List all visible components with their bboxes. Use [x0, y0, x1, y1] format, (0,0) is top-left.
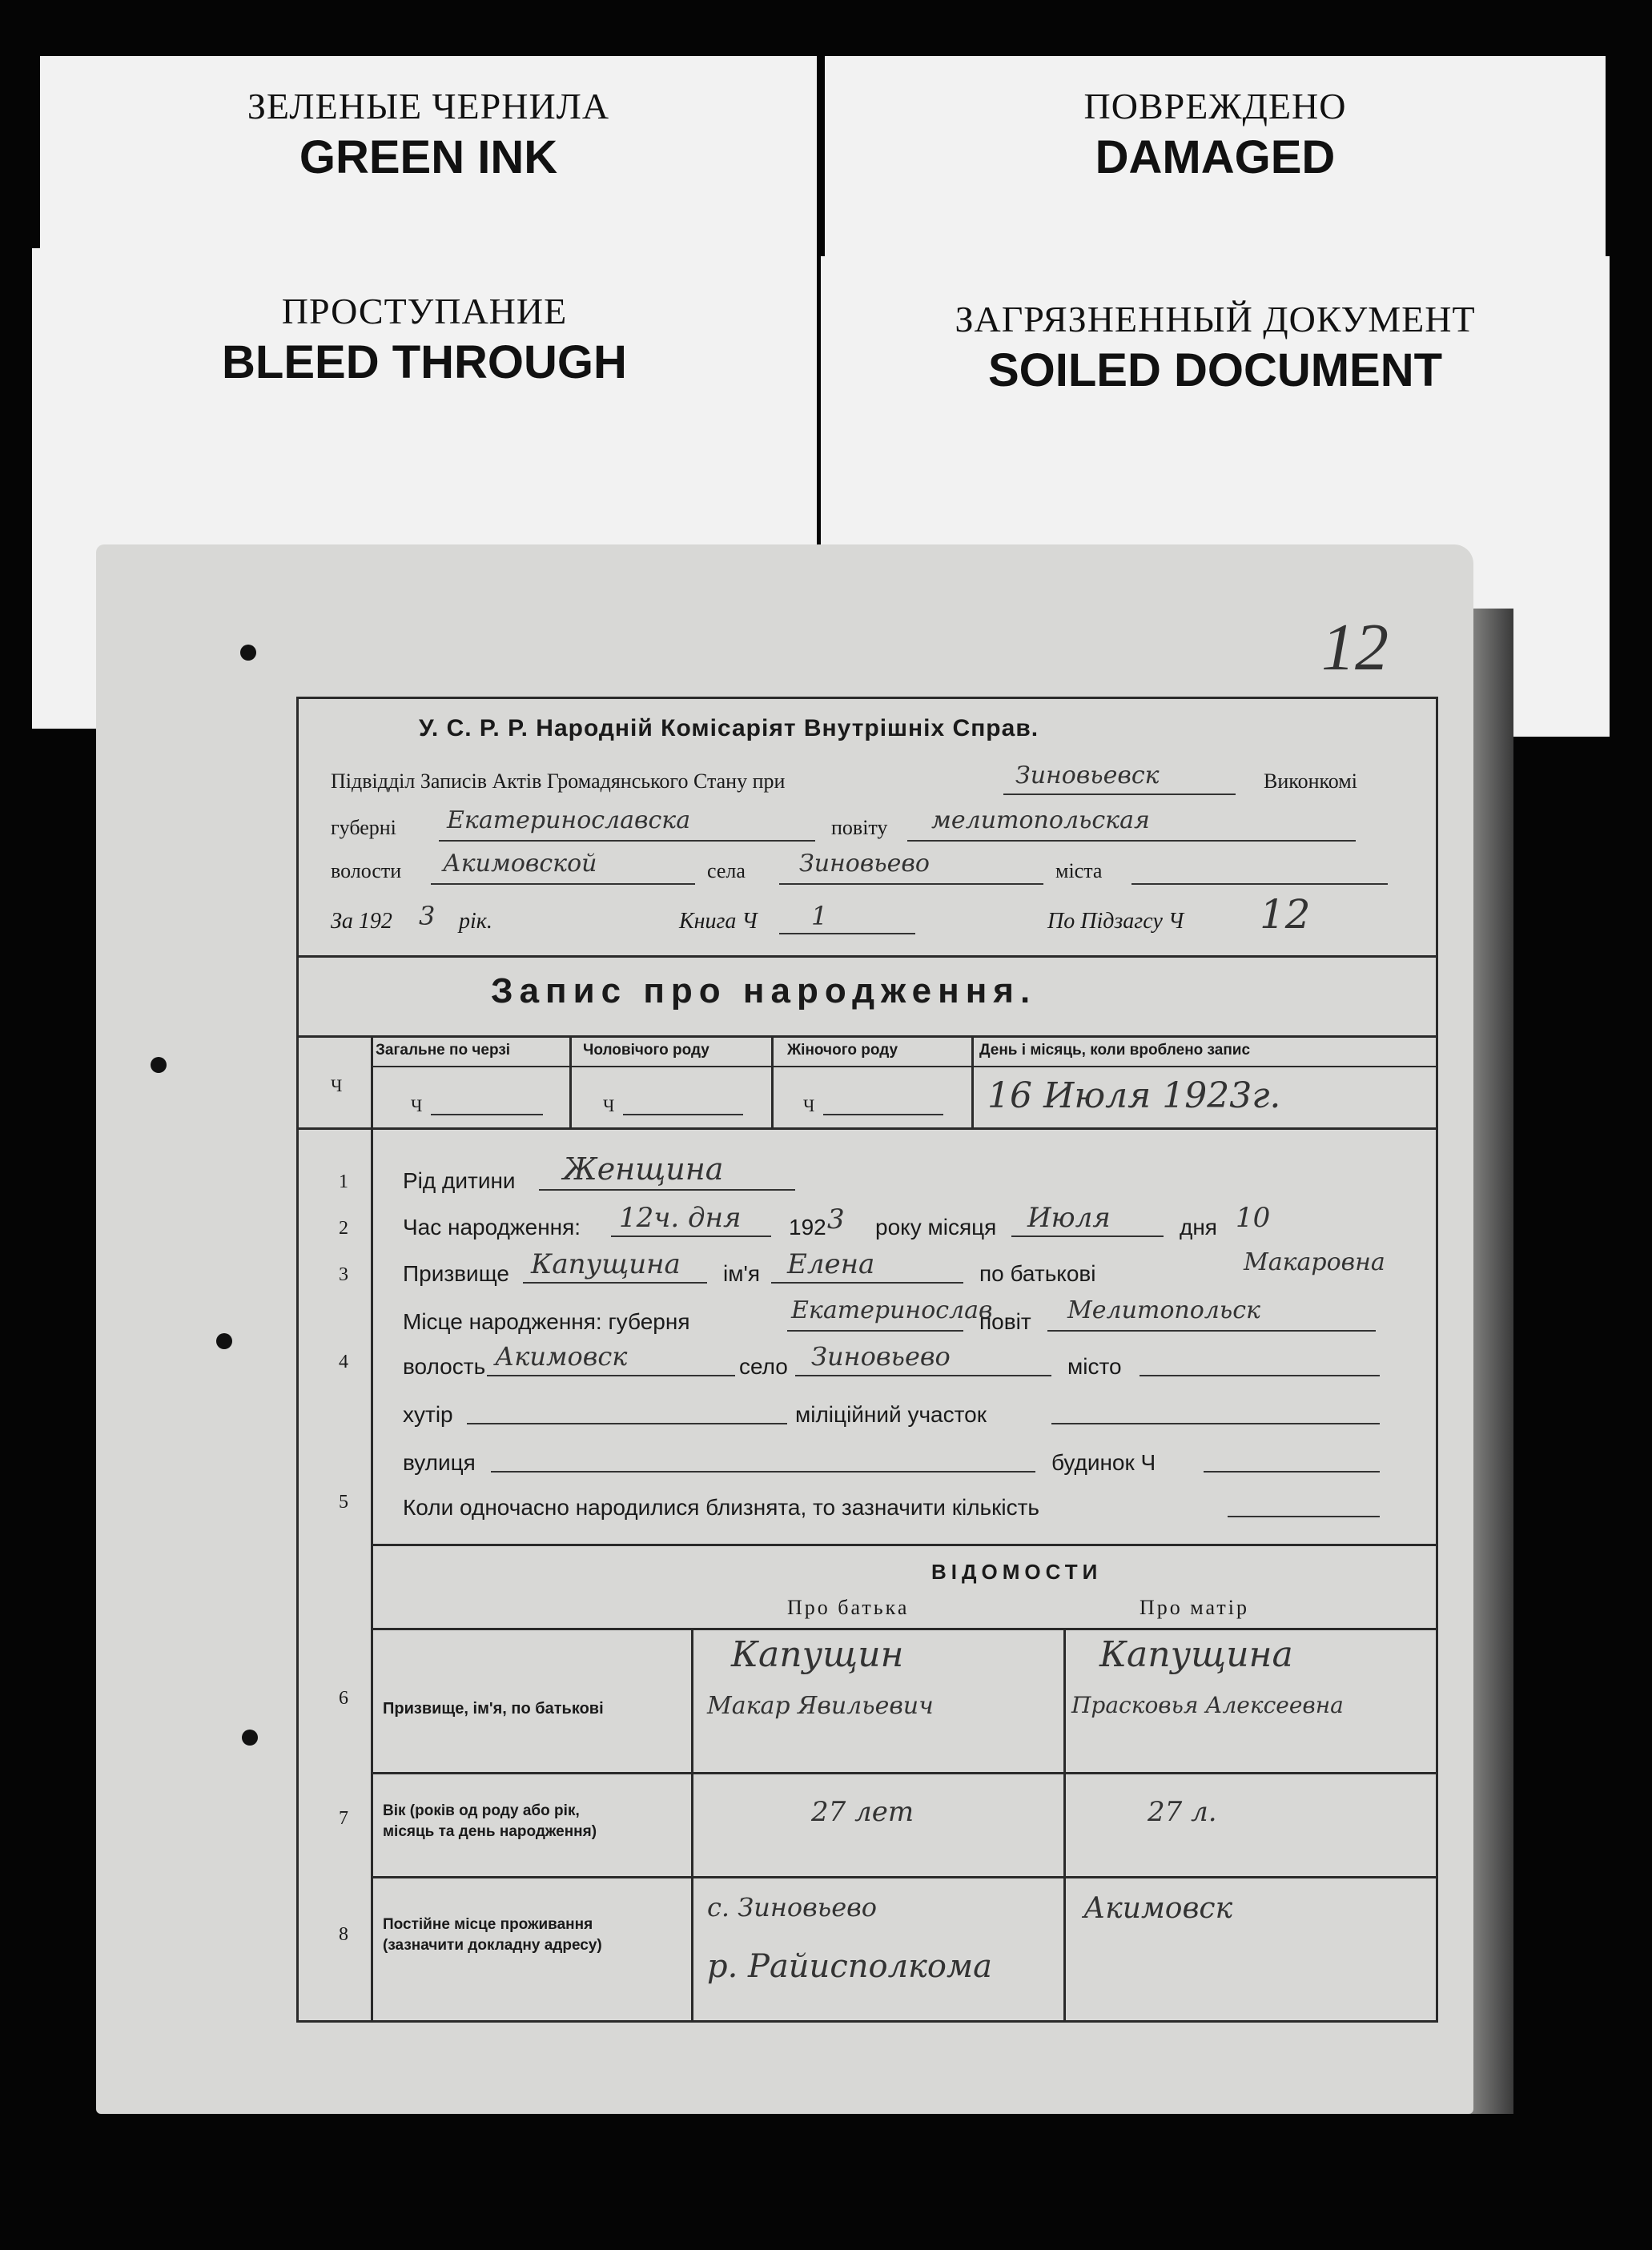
fill-line: [1047, 1330, 1376, 1332]
birth-year-label: 192: [789, 1215, 826, 1240]
reg-cell-prefix: Ч: [803, 1095, 815, 1115]
mother-name: Прасковья Алексеевна: [1071, 1692, 1344, 1718]
row-number: 4: [339, 1352, 348, 1372]
subdivision-value: Зиновьевск: [1015, 761, 1160, 790]
house-label: будинок Ч: [1051, 1450, 1156, 1475]
fill-line: [611, 1235, 771, 1237]
father-header: Про батька: [787, 1596, 910, 1619]
executive-label: Виконкомі: [1264, 769, 1357, 793]
birthplace-district-value: Акимовск: [495, 1341, 628, 1372]
birth-year-value: 3: [827, 1203, 845, 1235]
birth-time-label: Час народження:: [403, 1215, 581, 1240]
village-value: Зиновьево: [799, 850, 930, 878]
birthplace-district-label: волость: [403, 1354, 486, 1379]
row-number: 3: [339, 1264, 348, 1285]
fill-line: [1131, 883, 1388, 885]
column-rule: [371, 1035, 373, 2020]
card-label-en: GREEN INK: [299, 131, 558, 183]
divider: [371, 1544, 1436, 1546]
fill-line: [907, 840, 1356, 842]
book-value: 1: [811, 901, 828, 931]
birthplace-county-label: повіт: [979, 1309, 1031, 1334]
reg-cell-prefix: Ч: [603, 1095, 615, 1115]
column-rule: [771, 1035, 774, 1127]
father-surname: Капущин: [731, 1634, 904, 1675]
sheet-number: 12: [1321, 610, 1389, 685]
mother-header: Про матір: [1140, 1596, 1250, 1619]
fill-line: [787, 1330, 963, 1332]
village-label: села: [707, 859, 746, 882]
row-number: 1: [339, 1171, 348, 1192]
fill-line: [1228, 1516, 1380, 1517]
fill-line: [623, 1114, 743, 1115]
child-sex-label: Рід дитини: [403, 1168, 516, 1193]
district-label: волости: [331, 859, 402, 882]
row7-label: місяць та день народження): [383, 1823, 597, 1840]
punch-hole: [242, 1730, 258, 1746]
punch-hole: [216, 1333, 232, 1349]
label-card-green-ink: [40, 56, 817, 264]
divider: [371, 1066, 1436, 1067]
subrecord-label: По Підзагсу Ч: [1047, 909, 1184, 934]
row8-label: Постійне місце проживання: [383, 1916, 593, 1933]
reg-row-label: Ч: [331, 1075, 343, 1095]
birth-day-label: дня: [1180, 1215, 1217, 1240]
birthplace-label: Місце народження: губерня: [403, 1309, 690, 1334]
row8-label: (зазначити докладну адресу): [383, 1937, 602, 1954]
reg-date-value: 16 Июля 1923г.: [987, 1075, 1281, 1116]
info-title: ВІДОМОСТИ: [931, 1560, 1103, 1584]
mother-surname: Капущина: [1099, 1634, 1293, 1675]
fill-line: [1003, 794, 1236, 795]
father-age: 27 лет: [811, 1796, 914, 1828]
subdivision-label: Підвідділ Записів Актів Громадянського Стану при: [331, 769, 786, 793]
divider: [371, 1876, 1436, 1878]
subrecord-value: 12: [1260, 891, 1311, 938]
year-label: За 192: [331, 909, 392, 934]
town-label: міста: [1055, 859, 1103, 882]
divider: [299, 955, 1436, 958]
row6-label: Призвище, ім'я, по батькові: [383, 1700, 604, 1718]
surname-label: Призвище: [403, 1261, 509, 1286]
column-rule: [971, 1035, 974, 1127]
row-number: 2: [339, 1218, 348, 1239]
reg-header-date: День і місяць, коли вроблено запис: [979, 1042, 1251, 1059]
card-label-en: DAMAGED: [1095, 131, 1336, 183]
divider: [371, 1772, 1436, 1774]
fill-line: [1051, 1423, 1380, 1424]
column-rule: [1063, 1628, 1066, 2020]
row-number: 5: [339, 1492, 348, 1513]
fill-line: [523, 1282, 707, 1284]
birthplace-province-value: Екатеринослав: [791, 1296, 993, 1324]
column-rule: [569, 1035, 572, 1127]
province-label: губерні: [331, 816, 396, 839]
mother-residence: Акимовск: [1083, 1892, 1233, 1925]
name-value: Елена: [787, 1248, 875, 1280]
county-value: мелитопольская: [931, 806, 1150, 834]
birthplace-town-label: місто: [1067, 1354, 1122, 1379]
reg-header-female: Жіночого роду: [787, 1042, 898, 1059]
father-residence: с. Зиновьево: [707, 1892, 878, 1923]
birthplace-county-value: Мелитопольск: [1067, 1296, 1260, 1324]
patronymic-label: по батькові: [979, 1261, 1096, 1286]
card-label-en: SOILED DOCUMENT: [987, 344, 1443, 396]
divider: [299, 1035, 1436, 1038]
card-label-ru: ЗАГРЯЗНЕННЫЙ ДОКУМЕНТ: [955, 299, 1476, 340]
child-sex-value: Женщина: [563, 1151, 724, 1187]
punch-hole: [151, 1057, 167, 1073]
father-name: Макар Явильевич: [707, 1692, 934, 1720]
fill-line: [467, 1423, 787, 1424]
province-value: Екатеринославска: [447, 806, 691, 834]
birthplace-village-label: село: [739, 1354, 788, 1379]
year-value: 3: [419, 901, 436, 931]
fill-line: [1204, 1471, 1380, 1473]
divider: [371, 1628, 1436, 1630]
label-card-damaged: [825, 56, 1606, 264]
punch-hole: [240, 645, 256, 661]
surname-value: Капущина: [531, 1248, 681, 1280]
fill-line: [487, 1375, 735, 1376]
form-title: Запис про народження.: [491, 971, 1037, 1010]
card-label-ru: ПРОСТУПАНИЕ: [281, 291, 568, 331]
row-number: 6: [339, 1688, 348, 1709]
fill-line: [491, 1471, 1035, 1473]
row-number: 7: [339, 1808, 348, 1829]
fill-line: [823, 1114, 943, 1115]
year-suffix: рік.: [459, 909, 492, 934]
fill-line: [771, 1282, 963, 1284]
book-label: Книга Ч: [679, 909, 758, 934]
fill-line: [1011, 1235, 1164, 1237]
row7-label: Вік (років од роду або рік,: [383, 1802, 580, 1819]
card-label-ru: ЗЕЛЕНЫЕ ЧЕРНИЛА: [247, 86, 610, 127]
fill-line: [795, 1375, 1051, 1376]
row-number: 8: [339, 1924, 348, 1945]
card-label-ru: ПОВРЕЖДЕНО: [1083, 86, 1347, 127]
mother-age: 27 л.: [1148, 1796, 1217, 1828]
fill-line: [439, 840, 815, 842]
twins-label: Коли одночасно народилися близнята, то зазначити кількість: [403, 1495, 1040, 1520]
street-label: вулиця: [403, 1450, 476, 1475]
form-header: У. С. Р. Р. Народній Комісаріят Внутрішніх Справ.: [419, 715, 1039, 741]
reg-cell-prefix: Ч: [411, 1095, 423, 1115]
fill-line: [779, 933, 915, 934]
reg-header-general: Загальне по черзі: [376, 1042, 511, 1059]
district-value: Акимовской: [443, 850, 597, 878]
fill-line: [431, 883, 695, 885]
fill-line: [431, 1114, 543, 1115]
farm-label: хутір: [403, 1402, 453, 1427]
county-label: повіту: [831, 816, 888, 839]
patronymic-value: Макаровна: [1244, 1248, 1385, 1276]
birth-month-value: Июля: [1027, 1202, 1111, 1234]
militia-label: міліційний участок: [795, 1402, 987, 1427]
card-label-en: BLEED THROUGH: [222, 336, 627, 388]
name-label: ім'я: [723, 1261, 760, 1286]
birthplace-village-value: Зиновьево: [811, 1341, 951, 1372]
fill-line: [539, 1189, 795, 1191]
residence-line2: р. Райисполкома: [707, 1948, 993, 1985]
birth-month-label: року місяця: [875, 1215, 997, 1240]
fill-line: [1140, 1375, 1380, 1376]
divider: [299, 1127, 1436, 1130]
birth-record-form: [296, 697, 1438, 2023]
fill-line: [779, 883, 1043, 885]
column-rule: [691, 1628, 693, 2020]
birth-day-value: 10: [1236, 1202, 1271, 1234]
reg-header-male: Чоловічого роду: [583, 1042, 709, 1059]
birth-time-value: 12ч. дня: [619, 1202, 742, 1234]
